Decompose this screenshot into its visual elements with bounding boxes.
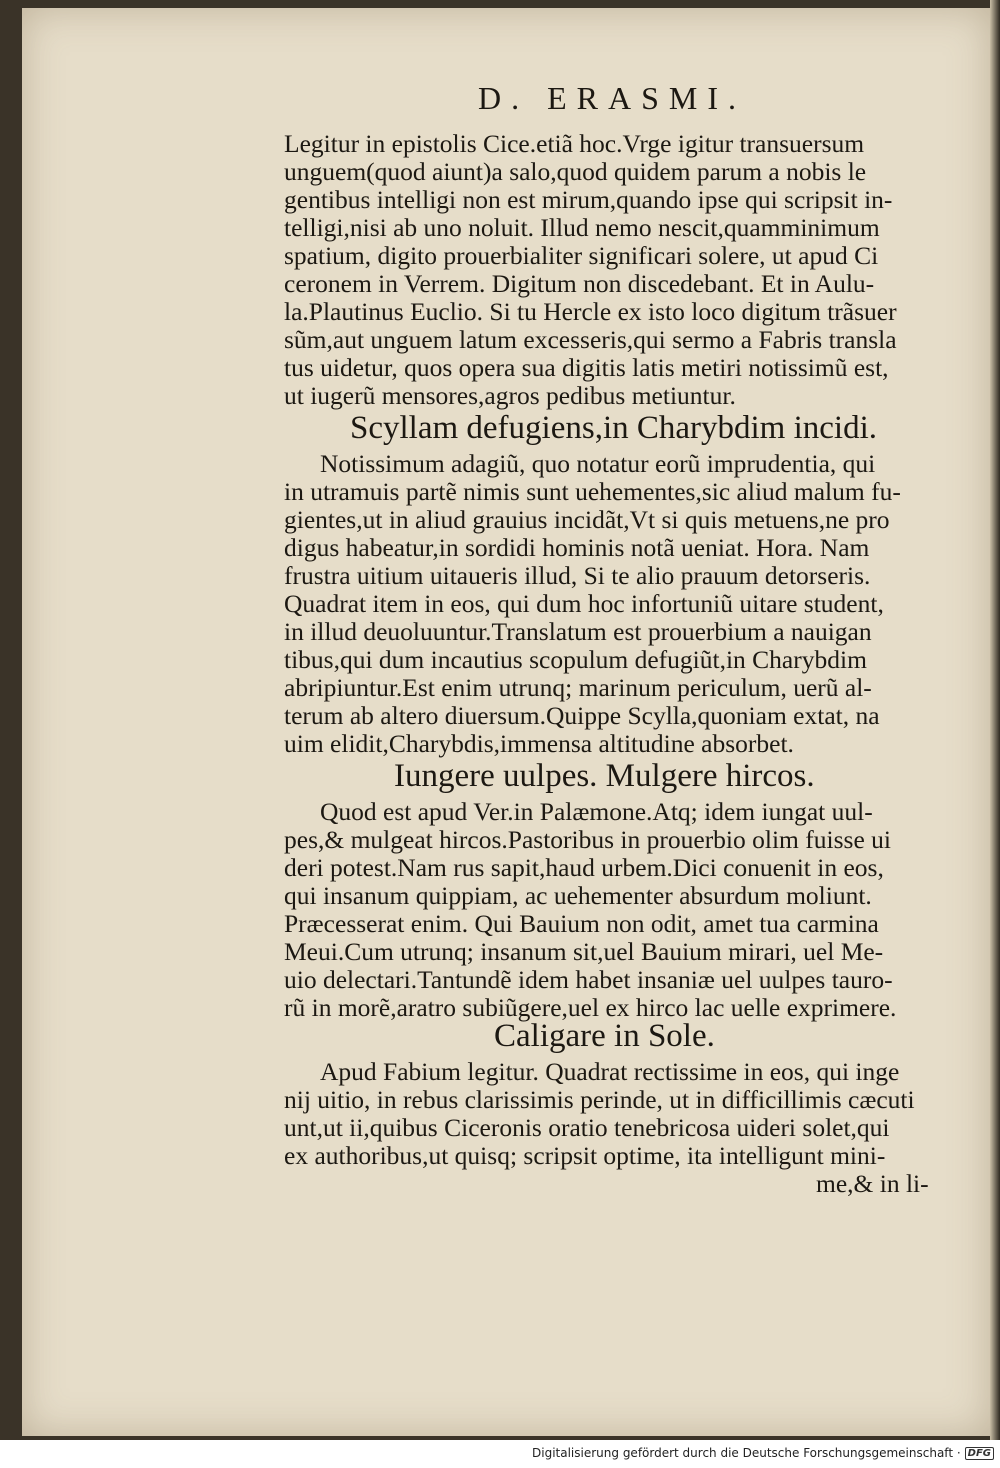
text-line: ut iugerũ mensores,agros pedibus metiuntur.	[284, 381, 736, 410]
text-line: in illud deuoluuntur.Translatum est prouerbium a nauigan	[284, 617, 872, 646]
text-line: Apud Fabium legitur. Quadrat rectissime in eos, qui inge	[320, 1057, 900, 1086]
text-line: in utramuis partẽ nimis sunt uehementes,sic aliud malum fu-	[284, 477, 901, 506]
dfg-logo-icon: DFG	[965, 1447, 994, 1460]
adage-heading: Caligare in Sole.	[494, 1018, 715, 1054]
text-line: Quod est apud Ver.in Palæmone.Atq; idem iungat uul-	[320, 797, 873, 826]
footer-text: Digitalisierung gefördert durch die Deutsche Forschungsgemeinschaft ·	[532, 1446, 961, 1460]
text-line: rũ in morẽ,aratro subiũgere,uel ex hirco lac uelle exprimere.	[284, 993, 897, 1022]
text-line: spatium, digito prouerbialiter significari solere, ut apud Ci	[284, 241, 879, 270]
text-line: deri potest.Nam rus sapit,haud urbem.Dici conuenit in eos,	[284, 853, 884, 882]
text-line: pes,& mulgeat hircos.Pastoribus in prouerbio olim fuisse ui	[284, 825, 891, 854]
text-line: gientes,ut in aliud grauius incidãt,Vt si quis metuens,ne pro	[284, 505, 890, 534]
text-line: frustra uitium uitaueris illud, Si te alio prauum detorseris.	[284, 561, 871, 590]
text-line: Legitur in epistolis Cice.etiã hoc.Vrge igitur transuersum	[284, 129, 865, 158]
text-line: digus habeatur,in sordidi hominis notã ueniat. Hora. Nam	[284, 533, 870, 562]
text-line: Præcesserat enim. Qui Bauium non odit, amet tua carmina	[284, 909, 879, 938]
text-line: uim elidit,Charybdis,immensa altitudine absorbet.	[284, 729, 794, 758]
text-line: nij uitio, in rebus clarissimis perinde, ut in difficillimis cæcuti	[284, 1085, 915, 1114]
text-line: Quadrat item in eos, qui dum hoc infortuniũ uitare student,	[284, 589, 884, 618]
text-line: gentibus intelligi non est mirum,quando ipse qui scripsit in-	[284, 185, 893, 214]
text-line: qui insanum quippiam, ac uehementer absurdum moliunt.	[284, 881, 872, 910]
text-line: uio delectari.Tantundẽ idem habet insaniæ uel uulpes tauro-	[284, 965, 893, 994]
adage-heading: Scyllam defugiens,in Charybdim incidi.	[350, 410, 878, 446]
catchword: me,& in li-	[816, 1169, 929, 1198]
text-line: terum ab altero diuersum.Quippe Scylla,quoniam extat, na	[284, 701, 880, 730]
text-line: Notissimum adagiũ, quo notatur eorũ imprudentia, qui	[320, 449, 876, 478]
text-line: unt,ut ii,quibus Ciceronis oratio tenebricosa uideri solet,qui	[284, 1113, 890, 1142]
adage-heading: Iungere uulpes. Mulgere hircos.	[394, 758, 815, 794]
text-line: ceronem in Verrem. Digitum non discedebant. Et in Aulu-	[284, 269, 875, 298]
text-line: abripiuntur.Est enim utrunq; marinum periculum, uerũ al-	[284, 673, 872, 702]
text-line: tibus,qui dum incautius scopulum defugiũt,in Charybdim	[284, 645, 867, 674]
text-line: telligi,nisi ab uno noluit. Illud nemo nescit,quamminimum	[284, 213, 880, 242]
footer-credit	[532, 1446, 994, 1460]
text-line: tus uidetur, quos opera sua digitis latis metiri notissimũ est,	[284, 353, 889, 382]
text-line: unguem(quod aiunt)a salo,quod quidem parum a nobis le	[284, 157, 867, 186]
text-line: sũm,aut unguem latum excesseris,qui sermo a Fabris transla	[284, 325, 897, 354]
text-line: ex authoribus,ut quisq; scripsit optime, ita intelligunt mini-	[284, 1141, 886, 1170]
page-edge	[990, 0, 1000, 1440]
running-head: D. ERASMI.	[478, 80, 747, 116]
text-line: la.Plautinus Euclio. Si tu Hercle ex isto loco digitum trãsuer	[284, 297, 897, 326]
text-line: Meui.Cum utrunq; insanum sit,uel Bauium mirari, uel Me-	[284, 937, 884, 966]
